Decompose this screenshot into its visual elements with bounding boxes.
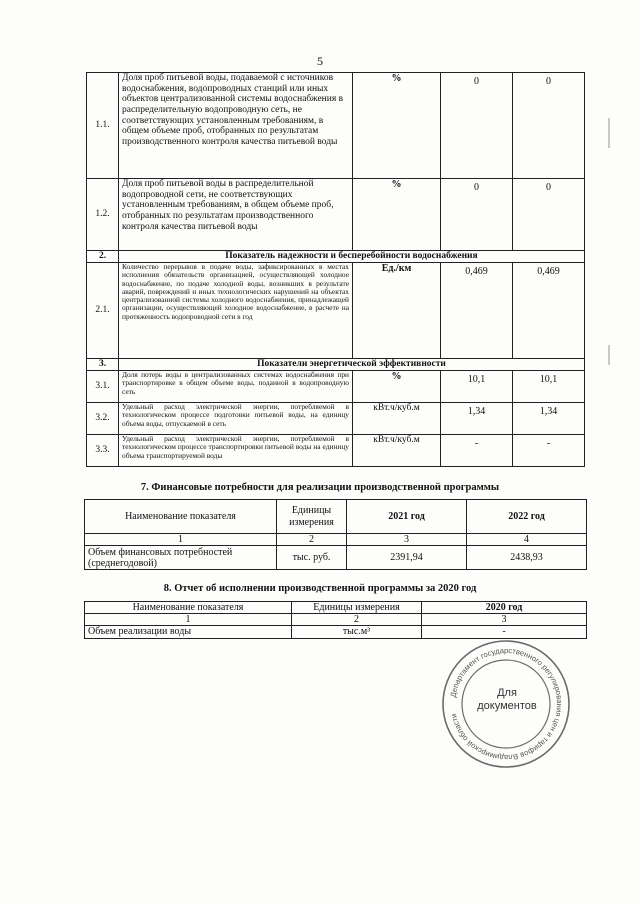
table-row xyxy=(85,546,587,570)
column-header-name: Наименование показателя xyxy=(85,500,277,534)
indicator-name: Доля потерь воды в централизованных системах водоснабжения при транспортировке в общем объеме воды, поданной в водопроводную сеть xyxy=(119,371,353,403)
table-row xyxy=(87,403,585,435)
indicator-name: Удельный расход электрической энергии, потребляемой в технологическом процессе подготовки питьевой воды, на единицу объема воды, отпускаемой в сеть xyxy=(119,403,353,435)
column-header-2021: 2021 год xyxy=(347,500,467,534)
table-header-row xyxy=(85,500,587,534)
indicator-value-2021: 0 xyxy=(441,73,513,179)
column-index: 2 xyxy=(277,534,347,546)
report-unit: тыс.м³ xyxy=(292,626,422,638)
section-row xyxy=(87,359,585,371)
section-number: 3. xyxy=(87,359,119,371)
indicator-unit: кВт.ч/куб.м xyxy=(353,403,441,435)
indicator-unit: кВт.ч/куб.м xyxy=(353,435,441,467)
section-row xyxy=(87,251,585,263)
column-index: 2 xyxy=(292,614,422,626)
column-index: 3 xyxy=(422,614,587,626)
column-header-unit: Единицы измерения xyxy=(292,602,422,614)
table-row xyxy=(87,435,585,467)
row-number: 3.1. xyxy=(87,371,119,403)
indicator-value-2022: 0,469 xyxy=(513,263,585,359)
report-heading: 8. Отчет об исполнении производственной программы за 2020 год xyxy=(163,583,477,594)
column-index: 3 xyxy=(347,534,467,546)
column-header-2020: 2020 год xyxy=(422,602,587,614)
indicator-value-2022: - xyxy=(513,435,585,467)
indicator-value-2021: 1,34 xyxy=(441,403,513,435)
column-index: 1 xyxy=(85,614,292,626)
indicator-name: Доля проб питьевой воды, подаваемой с источников водоснабжения, водопроводных станций или иных объектов централизованной системы водоснабжения в распределительную водопроводную сеть, не соответствующих установленным требованиям, в общем объеме проб, отобранных по результатам производственного контроля качества питьевой воды xyxy=(119,73,353,179)
indicator-name: Количество перерывов в подаче воды, зафиксированных в местах исполнения обязательств организацией, осуществляющей холодное водоснабжение, по подаче холодной воды, возникших в результате аварий, повреждений и иных технологических нарушений на объектах централизованной системы холодного водоснабжения, принадлежащей организации, осуществляющей холодное водоснабжение, в расчете на протяженность водопроводной сети в год xyxy=(119,263,353,359)
table-row xyxy=(85,626,587,638)
stamp-outer-text: Департамент государственного регулирования цен и тарифов Владимирской области xyxy=(448,645,565,763)
finance-heading: 7. Финансовые потребности для реализации производственной программы xyxy=(140,482,500,493)
finance-value-2022: 2438,93 xyxy=(467,546,587,570)
indicator-value-2021: 0 xyxy=(441,179,513,251)
indicators-table xyxy=(86,72,585,467)
row-number: 3.2. xyxy=(87,403,119,435)
finance-indicator-name: Объем финансовых потребностей (среднегодовой) xyxy=(85,546,277,570)
column-header-2022: 2022 год xyxy=(467,500,587,534)
column-index: 4 xyxy=(467,534,587,546)
column-index-row xyxy=(85,534,587,546)
column-header-name: Наименование показателя xyxy=(85,602,292,614)
indicator-value-2021: 10,1 xyxy=(441,371,513,403)
column-header-unit: Единицы измерения xyxy=(277,500,347,534)
indicator-value-2022: 10,1 xyxy=(513,371,585,403)
table-row xyxy=(87,263,585,359)
section-title: Показатели энергетической эффективности xyxy=(119,359,585,371)
row-number: 2.1. xyxy=(87,263,119,359)
stamp-center-text: Для документов xyxy=(477,687,537,713)
indicator-name: Удельный расход электрической энергии, потребляемой в технологическом процессе транспортировки питьевой воды на единицу объема транспортируемой воды xyxy=(119,435,353,467)
column-index-row xyxy=(85,614,587,626)
indicator-unit: % xyxy=(353,371,441,403)
indicator-unit: % xyxy=(353,179,441,251)
indicator-value-2022: 0 xyxy=(513,179,585,251)
indicator-name: Доля проб питьевой воды в распределительной водопроводной сети, не соответствующих установленным требованиям, в общем объеме проб, отобранных по результатам производственного контроля качества питьевой воды xyxy=(119,179,353,251)
section-title: Показатель надежности и бесперебойности водоснабжения xyxy=(119,251,585,263)
scan-margin-mark xyxy=(608,118,610,148)
indicator-value-2022: 1,34 xyxy=(513,403,585,435)
page-number: 5 xyxy=(317,54,323,68)
report-value-2020: - xyxy=(422,626,587,638)
finance-unit: тыс. руб. xyxy=(277,546,347,570)
indicator-unit: % xyxy=(353,73,441,179)
table-row xyxy=(87,179,585,251)
indicator-value-2021: 0,469 xyxy=(441,263,513,359)
indicator-value-2021: - xyxy=(441,435,513,467)
table-header-row xyxy=(85,602,587,614)
scan-margin-mark xyxy=(608,345,610,365)
indicator-unit: Ед./км xyxy=(353,263,441,359)
indicator-value-2022: 0 xyxy=(513,73,585,179)
section-number: 2. xyxy=(87,251,119,263)
table-row xyxy=(87,73,585,179)
column-index: 1 xyxy=(85,534,277,546)
report-indicator-name: Объем реализации воды xyxy=(85,626,292,638)
row-number: 1.1. xyxy=(87,73,119,179)
report-table xyxy=(84,601,587,639)
row-number: 3.3. xyxy=(87,435,119,467)
row-number: 1.2. xyxy=(87,179,119,251)
finance-table xyxy=(84,499,587,570)
table-row xyxy=(87,371,585,403)
finance-value-2021: 2391,94 xyxy=(347,546,467,570)
